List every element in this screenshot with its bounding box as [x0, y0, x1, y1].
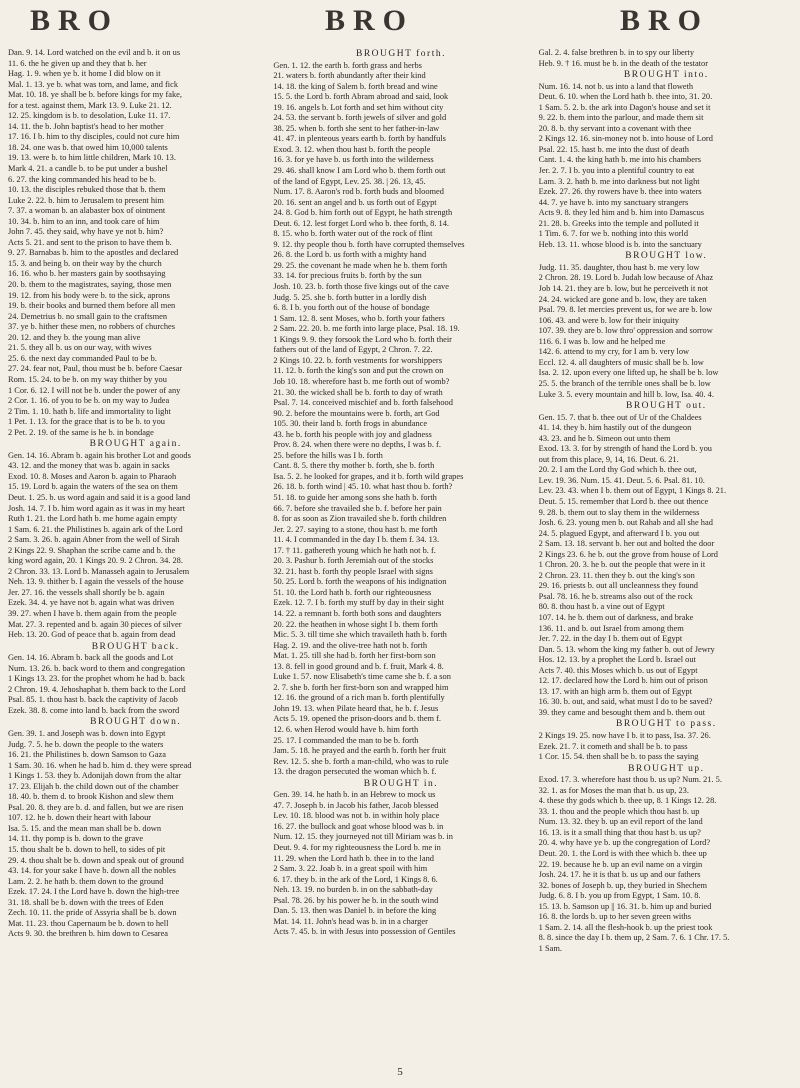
concordance-entry: Job 10. 18. wherefore hast b. me forth out of womb?: [273, 376, 450, 386]
concordance-entry: 2. 7. she b. forth her first-born son and wrapped him: [273, 682, 449, 692]
running-header: [0, 0, 800, 40]
concordance-entry: 2 Cor. 1. 16. of you to be b. on my way to Judea: [8, 396, 170, 406]
concordance-entry: Exod. 13. 3. for by strength of hand the Lord b. you: [538, 444, 712, 454]
concordance-entry: of the land of Egypt, Lev. 25. 38. | 26. 13, 45.: [273, 176, 426, 186]
section-heading: BROUGHT up.: [628, 763, 705, 774]
concordance-entry: 12. 16. the ground of a rich man b. forth plentifully: [273, 693, 445, 703]
concordance-entry: 107. 39. they are b. low thro' oppression and sorrow: [538, 326, 713, 336]
concordance-entry: Exod. 17. 3. wherefore hast thou b. us up? Num. 21. 5.: [538, 775, 722, 785]
concordance-entry: Josh. 14. 7. I b. him word again as it was in my heart: [8, 503, 186, 513]
concordance-entry: 11. 4. I commanded in the day I b. them f. 34. 13.: [273, 535, 440, 545]
concordance-entry: 20. 2. I am the Lord thy God which b. thee out,: [538, 465, 697, 475]
concordance-entry: 20. 12. and they b. the young man alive: [8, 332, 141, 342]
concordance-entry: 66. 7. before she travailed she b. f. before her pain: [273, 503, 442, 513]
concordance-entry: Lev. 23. 43. when I b. them out of Egypt, 1 Kings 8. 21.: [538, 486, 727, 496]
concordance-entry: Psal. 78. 26. by his power he b. in the south wind: [273, 895, 439, 905]
concordance-entry: 11. 6. the he given up and they that b. her: [8, 58, 147, 68]
concordance-entry: Luke 1. 57. now Elisabeth's time came she b. f. a son: [273, 672, 451, 682]
concordance-entry: 14. 11. the b. John baptist's head to her mother: [8, 121, 164, 131]
concordance-entry: Lam. 3. 2. hath b. me into darkness but not light: [538, 176, 700, 186]
concordance-entry: Ruth 1. 21. the Lord hath b. me home again empty: [8, 514, 178, 524]
concordance-entry: 4. these thy gods which b. thee up, 8. 1 Kings 12. 28.: [538, 796, 717, 806]
concordance-entry: Mat. 10. 18. ye shall be b. before kings for my fake,: [8, 90, 182, 100]
concordance-entry: Jer. 7. 22. in the day I b. them out of Egypt: [538, 634, 683, 644]
header-center: BRO: [325, 4, 415, 37]
concordance-entry: Neh. 13. 19. no burden b. in on the sabbath-day: [273, 885, 433, 895]
concordance-entry: 19. 13. were b. to him little children, Mark 10. 13.: [8, 153, 176, 163]
concordance-entry: fathers out of the land of Egypt, 2 Chron. 7. 22.: [273, 345, 433, 355]
concordance-entry: Acts 5. 19. opened the prison-doors and b. them f.: [273, 714, 442, 724]
concordance-entry: 17. 16. I b. him to thy disciples, could not cure him: [8, 132, 180, 142]
concordance-entry: 39. they came and besought them and b. them out: [538, 707, 705, 717]
concordance-entry: Mat. 11. 23. thou Capernaum be b. down to hell: [8, 918, 169, 928]
concordance-entry: 43. 23. and he b. Simeon out unto them: [538, 433, 671, 443]
concordance-entry: 15. 19. Lord b. again the waters of the sea on them: [8, 482, 178, 492]
concordance-entry: 14. 18. the king of Salem b. forth bread and wine: [273, 81, 438, 91]
concordance-entry: Mat. 27. 3. repented and b. again 30 pieces of silver: [8, 619, 182, 629]
concordance-entry: Judg. 5. 25. she b. forth butter in a lordly dish: [273, 292, 427, 302]
concordance-entry: Cant. 8. 5. there thy mother b. forth, she b. forth: [273, 461, 435, 471]
concordance-entry: 1 Kings 1. 53. they b. Adonijah down from the altar: [8, 771, 182, 781]
concordance-entry: 17. 23. Elijah b. the child down out of the chamber: [8, 781, 179, 791]
concordance-entry: Mat. 1. 25. till she had b. forth her first-born son: [273, 651, 436, 661]
concordance-entry: Psal. 78. 16. he b. streams also out of the rock: [538, 591, 693, 601]
concordance-entry: 116. 6. I was b. low and he helped me: [538, 336, 666, 346]
concordance-entry: 1 Sam. 2. 14. all the flesh-hook b. up the priest took: [538, 922, 713, 932]
concordance-entry: 50. 25. Lord b. forth the weapons of his indignation: [273, 577, 447, 587]
concordance-entry: 19. b. their books and burned them before all men: [8, 301, 176, 311]
concordance-entry: Hag. 2. 19. and the olive-tree hath not b. forth: [273, 640, 428, 650]
concordance-entry: 1 Sam. 5. 2. b. the ark into Dagon's house and set it: [538, 102, 711, 112]
section-heading: BROUGHT to pass.: [616, 719, 717, 730]
concordance-entry: 2 Kings 12. 16. sin-money not b. into house of Lord: [538, 134, 713, 144]
concordance-entry: 51. 18. to guide her among sons she hath b. forth: [273, 492, 437, 502]
concordance-body: [8, 48, 794, 1062]
concordance-entry: 2 Pet. 2. 19. of the same is he b. in bondage: [8, 427, 154, 437]
concordance-entry: Psal. 7. 14. conceived mischief and b. forth falsehood: [273, 398, 453, 408]
concordance-entry: 10. 34. b. him to an inn, and took care of him: [8, 216, 160, 226]
concordance-entry: 6. 8. I b. you forth out of the house of bondage: [273, 303, 430, 313]
concordance-entry: 21. 28. b. Greeks into the temple and polluted it: [538, 218, 699, 228]
section-heading: BROUGHT in.: [363, 778, 439, 789]
concordance-entry: 16. 8. the lords b. up to her seven green withs: [538, 912, 692, 922]
concordance-entry: 20. 22. the heathen in whose sight I b. them forth: [273, 619, 438, 629]
concordance-entry: Mal. 1. 13. ye b. what was torn, and lame, and fick: [8, 79, 179, 89]
concordance-entry: Jer. 2. 27. saying to a stone, thou hast b. me forth: [273, 524, 438, 534]
concordance-entry: 9. 12. thy people thou b. forth have corrupted themselves: [273, 239, 465, 249]
concordance-entry: 2 Chron. 23. 11. then they b. out the king's son: [538, 570, 695, 580]
concordance-entry: 16. 13. is it a small thing that thou hast b. us up?: [538, 827, 701, 837]
concordance-entry: 2 Sam. 3. 26. b. again Abner from the well of Sirah: [8, 535, 180, 545]
concordance-entry: 26. 18. b. forth wind | 45. 10. what hast thou b. forth?: [273, 482, 453, 492]
concordance-entry: Ezek. 21. 7. it cometh and shall be b. to pass: [538, 741, 688, 751]
concordance-entry: Isa. 2. 12. upon every one lifted up, he shall be b. low: [538, 368, 719, 378]
section-heading: BROUGHT back.: [91, 641, 180, 652]
concordance-entry: 8. 8. since the day I b. them up, 2 Sam. 7. 6. 1 Chr. 17. 5.: [538, 933, 730, 943]
concordance-entry: 2 Chron. 19. 4. Jehoshaphat b. them back to the Lord: [8, 684, 186, 694]
concordance-entry: 43. 14. for your sake I have b. down all the nobles: [8, 866, 176, 876]
concordance-entry: Jer. 2. 7. I b. you into a plentiful country to eat: [538, 166, 695, 176]
concordance-entry: 14. 22. a remnant b. forth both sons and daughters: [273, 608, 442, 618]
concordance-entry: Isa. 5. 2. he looked for grapes, and it b. forth wild grapes: [273, 471, 464, 481]
concordance-entry: 16. 16. who b. her masters gain by soothsaying: [8, 269, 166, 279]
concordance-entry: Mat. 14. 11. John's head was b. in in a charger: [273, 916, 428, 926]
concordance-entry: 107. 14. he b. them out of darkness, and brake: [538, 612, 694, 622]
concordance-entry: 19. 12. from his body were b. to the sick, aprons: [8, 290, 170, 300]
concordance-entry: 11. 12. b. forth the king's son and put the crown on: [273, 366, 444, 376]
concordance-entry: 20. 3. Pashur b. forth Jeremiah out of the stocks: [273, 556, 434, 566]
concordance-entry: 24. 8. God b. him forth out of Egypt, he hath strength: [273, 208, 453, 218]
concordance-entry: 13. 17. with an high arm b. them out of Egypt: [538, 686, 692, 696]
concordance-entry: Gen. 14. 16. Abram b. back all the goods and Lot: [8, 653, 174, 663]
concordance-entry: 1 Cor. 15. 54. then shall be b. to pass the saying: [538, 752, 699, 762]
concordance-entry: Dan. 9. 14. Lord watched on the evil and b. it on us: [8, 48, 181, 57]
concordance-entry: Psal. 22. 15. hast b. me into the dust of death: [538, 144, 689, 154]
concordance-entry: 9. 28. b. them out to slay them in the wilderness: [538, 507, 700, 517]
concordance-entry: Ezek. 27. 26. thy rowers have b. thee into waters: [538, 187, 702, 197]
concordance-entry: 24. 5. plagued Egypt, and afterward I b. you out: [538, 528, 700, 538]
concordance-entry: 9. 22. b. them into the parlour, and made them sit: [538, 113, 704, 123]
concordance-entry: Neh. 13. 9. thither b. I again the vessels of the house: [8, 577, 184, 587]
concordance-entry: 21. 30. the wicked shall be b. forth to day of wrath: [273, 387, 443, 397]
concordance-entry: Ezek. 12. 7. I b. forth my stuff by day in their sight: [273, 598, 444, 608]
section-heading: BROUGHT forth.: [356, 49, 446, 59]
concordance-entry: 136. 11. and b. out Israel from among them: [538, 623, 684, 633]
section-heading: BROUGHT low.: [625, 251, 708, 262]
concordance-entry: 13. 8. fell in good ground and b. f. fruit, Mark 4. 8.: [273, 661, 444, 671]
concordance-entry: Acts 9. 8. they led him and b. him into Damascus: [538, 208, 705, 218]
concordance-entry: Deut. 1. 25. b. us word again and said it is a good land: [8, 492, 191, 502]
concordance-entry: 19. 16. angels b. Lot forth and set him without city: [273, 102, 444, 112]
concordance-entry: John 19. 13. when Pilate heard that, he b. f. Jesus: [273, 703, 439, 713]
concordance-entry: Gen. 15. 7. that b. thee out of Ur of the Chaldees: [538, 412, 702, 422]
concordance-entry: for a test. against them, Mark 13. 9. Luke 21. 12.: [8, 100, 172, 110]
concordance-entry: 12. 6. when Herod would have b. him forth: [273, 725, 419, 734]
concordance-entry: 1 Tim. 6. 7. for we b. nothing into this world: [538, 229, 689, 239]
concordance-entry: 18. 40. b. them d. to brook Kishon and slew them: [8, 792, 174, 802]
concordance-entry: Gen. 39. 1. and Joseph was b. down into Egypt: [8, 729, 166, 738]
concordance-entry: Cant. 1. 4. the king hath b. me into his chambers: [538, 155, 702, 165]
concordance-entry: 14. 11. thy pomp is b. down to the grave: [8, 834, 144, 844]
concordance-entry: Num. 13. 26. b. back word to them and congregation: [8, 663, 185, 673]
section-heading: BROUGHT out.: [626, 401, 707, 412]
concordance-entry: 17. † 11. gathereth young which he hath not b. f.: [273, 545, 436, 555]
concordance-entry: Prov. 8. 24. when there were no depths, I was b. f.: [273, 440, 441, 450]
concordance-entry: Lam. 2. 2. he hath b. them down to the ground: [8, 876, 164, 886]
column-left: [8, 48, 263, 1062]
concordance-entry: 2 Sam. 13. 18. servant b. her out and bolted the door: [538, 539, 715, 549]
concordance-entry: 21. 5. they all b. us on our way, with wives: [8, 343, 152, 353]
concordance-entry: Mic. 5. 3. till time she which travaileth hath b. forth: [273, 630, 447, 640]
concordance-entry: John 7. 45. they said, why have ye not b. him?: [8, 227, 164, 237]
concordance-entry: Job 14. 21. they are b. low, but he perceiveth it not: [538, 284, 709, 294]
concordance-entry: Jer. 27. 16. the vessels shall shortly be b. again: [8, 587, 165, 597]
concordance-entry: Hag. 1. 9. when ye b. it home I did blow on it: [8, 69, 161, 79]
concordance-entry: Exod. 3. 12. when thou hast b. forth the people: [273, 144, 431, 154]
concordance-entry: Zech. 10. 11. the pride of Assyria shall be b. down: [8, 908, 177, 918]
concordance-entry: 39. 27. when I have b. them again from the people: [8, 608, 177, 618]
concordance-entry: Ezek. 17. 24. I the Lord have b. down the high-tree: [8, 887, 180, 897]
column-middle: [273, 48, 528, 1062]
column-right: [539, 48, 794, 1062]
section-heading: BROUGHT into.: [623, 70, 709, 81]
concordance-entry: 16. 27. the bullock and goat whose blood was b. in: [273, 821, 444, 831]
concordance-entry: Dan. 5. 13. then was Daniel b. in before the king: [273, 906, 437, 916]
concordance-entry: 1 Kings 9. 9. they forsook the Lord who b. forth their: [273, 334, 452, 344]
concordance-entry: 2 Kings 23. 6. he b. out the grove from house of Lord: [538, 549, 718, 559]
concordance-entry: 29. 46. shall know I am Lord who b. them forth out: [273, 166, 446, 176]
concordance-entry: Rev. 12. 5. she b. forth a man-child, who was to rule: [273, 756, 449, 766]
section-heading: BROUGHT down.: [90, 717, 182, 728]
concordance-entry: 6. 27. the king commanded his head to be b.: [8, 174, 156, 184]
concordance-entry: Gen. 1. 12. the earth b. forth grass and herbs: [273, 60, 422, 70]
concordance-entry: 20. 4. why have ye b. up the congregation of Lord?: [538, 838, 711, 848]
concordance-entry: 29. 4. thou shalt be b. down and speak out of ground: [8, 855, 184, 865]
section-heading: BROUGHT again.: [89, 439, 182, 450]
concordance-entry: 38. 25. when b. forth she sent to her father-in-law: [273, 123, 440, 133]
concordance-entry: 22. 19. because he b. up an evil name on a virgin: [538, 859, 703, 869]
concordance-entry: Acts 7. 45. b. in with Jesus into possession of Gentiles: [273, 927, 456, 937]
concordance-entry: 25. 6. the next day commanded Paul to be b.: [8, 353, 157, 363]
concordance-entry: Mark 4. 21. a candle b. to be put under a bushel: [8, 164, 168, 174]
concordance-entry: Deut. 5. 15. remember that Lord b. thee out thence: [538, 496, 709, 506]
concordance-entry: Deut. 6. 12. lest forget Lord who b. thee forth, 8. 14.: [273, 218, 450, 228]
concordance-entry: Gen. 14. 16. Abram b. again his brother Lot and goods: [8, 450, 191, 460]
concordance-entry: Exod. 10. 8. Moses and Aaron b. again to Pharaoh: [8, 471, 177, 481]
concordance-entry: 21. waters b. forth abundantly after their kind: [273, 71, 426, 81]
concordance-entry: Josh. 24. 17. he it is that b. us up and our fathers: [538, 870, 701, 880]
concordance-entry: Ezek. 38. 8. come into land b. back from the sword: [8, 705, 180, 715]
concordance-entry: 6. 17. they b. in the ark of the Lord, 1 Kings 8. 6.: [273, 874, 438, 884]
concordance-entry: 142. 6. attend to my cry, for I am b. very low: [538, 347, 690, 357]
concordance-entry: Luke 3. 5. every mountain and hill b. low, Isa. 40. 4.: [538, 389, 714, 399]
header-right: BRO: [620, 4, 710, 37]
concordance-entry: Heb. 9. † 16. must be b. in the death of the testator: [538, 58, 708, 68]
concordance-entry: 1 Sam. 12. 8. sent Moses, who b. forth your fathers: [273, 313, 445, 323]
concordance-entry: 1 Kings 13. 23. for the prophet whom he had b. back: [8, 674, 185, 684]
concordance-entry: Judg. 11. 35. daughter, thou hast b. me very low: [538, 262, 700, 272]
concordance-entry: Psal. 79. 8. let mercies prevent us, for we are b. low: [538, 305, 713, 315]
concordance-entry: Num. 17. 8. Aaron's rod b. forth buds and bloomed: [273, 187, 444, 197]
concordance-entry: 2 Chron. 33. 13. Lord b. Manasseh again to Jerusalem: [8, 566, 190, 576]
concordance-entry: 1 Sam.: [538, 943, 562, 953]
concordance-entry: Ezek. 34. 4. ye have not b. again what was driven: [8, 598, 175, 608]
concordance-entry: 41. 47. in plenteous years earth b. forth by handfuls: [273, 134, 446, 144]
concordance-entry: Jam. 5. 18. he prayed and the earth b. forth her fruit: [273, 746, 447, 756]
concordance-entry: 2 Kings 10. 22. b. forth vestments for worshippers: [273, 355, 442, 365]
concordance-entry: 20. 8. b. thy servant into a covenant with thee: [538, 123, 692, 133]
concordance-entry: 105. 30. their land b. forth frogs in abundance: [273, 419, 428, 429]
concordance-entry: Rom. 15. 24. to be b. on my way thither by you: [8, 374, 167, 384]
concordance-entry: Isa. 5. 15. and the mean man shall be b. down: [8, 823, 162, 833]
concordance-entry: 20. b. them to the magistrates, saying, those men: [8, 280, 172, 290]
concordance-entry: 26. 8. the Lord b. us forth with a mighty hand: [273, 250, 427, 260]
concordance-entry: Heb. 13. 11. whose blood is b. into the sanctuary: [538, 239, 702, 249]
concordance-entry: 24. 24. wicked are gone and b. low, they are taken: [538, 294, 707, 304]
concordance-entry: Eccl. 12. 4. all daughters of music shall be b. low: [538, 357, 704, 367]
concordance-entry: 1 Sam. 30. 16. when he had b. him d. they were spread: [8, 760, 192, 770]
page-number: 5: [397, 1066, 403, 1078]
concordance-entry: Gal. 2. 4. false brethren b. in to spy our liberty: [538, 48, 695, 57]
concordance-entry: 11. 29. when the Lord hath b. thee in to the land: [273, 853, 434, 863]
concordance-entry: 37. ye b. hither these men, no robbers of churches: [8, 322, 175, 332]
concordance-entry: 24. Demetrius b. no small gain to the craftsmen: [8, 311, 168, 321]
concordance-entry: 47. 7. Joseph b. in Jacob his father, Jacob blessed: [273, 800, 439, 810]
concordance-entry: 1 Chron. 20. 3. he b. out the people that were in it: [538, 560, 706, 570]
concordance-entry: 32. 21. hast b. forth thy people Israel with signs: [273, 566, 433, 576]
concordance-entry: Psal. 85. 1. thou hast b. back the captivity of Jacob: [8, 695, 178, 705]
concordance-entry: 2 Kings 22. 9. Shaphan the scribe came and b. the: [8, 545, 176, 555]
concordance-entry: 1 Pet. 1. 13. for the grace that is to be b. to you: [8, 417, 165, 427]
concordance-entry: 31. 18. shall be b. down with the trees of Eden: [8, 897, 164, 907]
concordance-entry: 107. 12. he b. down their heart with labour: [8, 813, 152, 823]
concordance-entry: 7. 37. a woman b. an alabaster box of ointment: [8, 206, 166, 216]
concordance-entry: 15. 3. and being b. on their way by the church: [8, 258, 162, 268]
concordance-entry: 12. 25. kingdom is b. to desolation, Luke 11. 17.: [8, 111, 171, 121]
concordance-entry: 12. 17. declared how the Lord b. him out of prison: [538, 676, 708, 686]
concordance-entry: out from this place, 9, 14, 16. Deut. 6. 21.: [538, 454, 679, 464]
concordance-entry: 2 Kings 19. 25. now have I b. it to pass, Isa. 37. 26.: [538, 731, 711, 740]
concordance-entry: Deut. 6. 10. when the Lord hath b. thee into, 31. 20.: [538, 92, 713, 102]
concordance-entry: 80. 8. thou hast b. a vine out of Egypt: [538, 602, 665, 612]
concordance-entry: Lev. 19. 36. Num. 15. 41. Deut. 5. 6. Psal. 81. 10.: [538, 475, 705, 485]
concordance-entry: 25. 17. I commanded the man to be b. forth: [273, 735, 419, 745]
concordance-entry: 24. 53. the servant b. forth jewels of silver and gold: [273, 113, 447, 123]
concordance-entry: Deut. 9. 4. for my righteousness the Lord b. me in: [273, 843, 441, 853]
concordance-entry: 2 Tim. 1. 10. hath b. life and immortality to light: [8, 406, 171, 416]
concordance-entry: 25. before the hills was I b. forth: [273, 450, 383, 460]
concordance-entry: 15. 5. the Lord b. forth Abram abroad and said, look: [273, 92, 449, 102]
concordance-entry: 2 Sam. 22. 20. b. me forth into large place, Psal. 18. 19.: [273, 324, 460, 334]
concordance-entry: 41. 14. they b. him hastily out of the dungeon: [538, 423, 692, 433]
concordance-entry: 1 Cor. 6. 12. I will not be b. under the power of any: [8, 385, 181, 395]
concordance-entry: 2 Sam. 3. 22. Joab b. in a great spoil with him: [273, 864, 428, 874]
concordance-entry: 106. 43. and were b. low for their iniquity: [538, 315, 679, 325]
concordance-entry: 90. 2. before the mountains were b. forth, art God: [273, 408, 440, 418]
concordance-entry: Acts 9. 30. the brethren b. him down to Cesarea: [8, 929, 169, 939]
concordance-entry: 44. 7. ye have b. into my sanctuary strangers: [538, 197, 689, 207]
concordance-entry: king word again, 20. 1 Kings 20. 9. 2 Chron. 34. 28.: [8, 556, 183, 566]
concordance-entry: 15. thou shalt be b. down to hell, to sides of pit: [8, 845, 166, 855]
concordance-entry: Acts 7. 40. this Moses which b. us out of Egypt: [538, 665, 698, 675]
concordance-entry: Deut. 20. 1. the Lord is with thee which b. thee up: [538, 849, 707, 859]
concordance-entry: 33. 1. thou and the people which thou hast b. up: [538, 806, 700, 816]
concordance-entry: 18. 24. one was b. that owed him 10,000 talents: [8, 142, 168, 152]
concordance-entry: 16. 30. b. out, and said, what must I do to be saved?: [538, 697, 713, 707]
concordance-entry: 32. bones of Joseph b. up, they buried in Shechem: [538, 880, 708, 890]
concordance-entry: Josh. 10. 23. b. forth those five kings out of the cave: [273, 282, 449, 292]
concordance-entry: Lev. 10. 18. blood was not b. in within holy place: [273, 811, 440, 821]
concordance-entry: 2 Chron. 28. 19. Lord b. Judah low because of Ahaz: [538, 273, 714, 283]
concordance-entry: 43. 12. and the money that was b. again in sacks: [8, 461, 170, 471]
concordance-entry: 16. 3. for ye have b. us forth into the wilderness: [273, 155, 434, 165]
concordance-entry: 29. 16. priests b. out all uncleanness they found: [538, 581, 698, 591]
concordance-entry: 20. 16. sent an angel and b. us forth out of Egypt: [273, 197, 437, 207]
concordance-entry: 27. 24. fear not, Paul, thou must be b. before Caesar: [8, 364, 183, 374]
concordance-entry: Judg. 6. 8. I b. you up from Egypt, 1 Sam. 10. 8.: [538, 891, 701, 901]
concordance-entry: 15. 13. b. Samson up || 16. 31. b. him up and buried: [538, 901, 712, 911]
concordance-entry: Num. 13. 32. they b. up an evil report of the land: [538, 817, 703, 827]
concordance-entry: Psal. 20. 8. they are b. d. and fallen, but we are risen: [8, 802, 184, 812]
concordance-entry: 1 Sam. 6. 21. the Philistines b. again ark of the Lord: [8, 524, 183, 534]
concordance-entry: Judg. 7. 5. he b. down the people to the waters: [8, 739, 164, 749]
concordance-entry: 33. 14. for precious fruits b. forth by the sun: [273, 271, 422, 281]
concordance-entry: 29. 25. the covenant he made when he b. them forth: [273, 260, 448, 270]
concordance-entry: 9. 27. Barnabas b. him to the apostles and declared: [8, 248, 179, 258]
concordance-entry: 8. 15. who b. forth water out of the rock of flint: [273, 229, 433, 239]
concordance-entry: Num. 12. 15. they journeyed not till Miriam was b. in: [273, 832, 453, 842]
concordance-entry: Luke 2. 22. b. him to Jerusalem to present him: [8, 195, 164, 205]
concordance-entry: Heb. 13. 20. God of peace that b. again from dead: [8, 630, 176, 640]
concordance-entry: 32. 1. as for Moses the man that b. us up, 23.: [538, 785, 689, 795]
concordance-entry: Acts 5. 21. and sent to the prison to have them b.: [8, 237, 172, 247]
concordance-entry: 10. 13. the disciples rebuked those that b. them: [8, 185, 166, 195]
concordance-entry: Josh. 6. 23. young men b. out Rahab and all she had: [538, 518, 713, 528]
concordance-entry: 16. 21. the Philistines b. down Samson to Gaza: [8, 750, 166, 760]
concordance-entry: Num. 16. 14. not b. us into a land that floweth: [538, 81, 694, 91]
concordance-entry: Hos. 12. 13. by a prophet the Lord b. Israel out: [538, 655, 696, 665]
concordance-entry: 8. for as soon as Zion travailed she b. forth children: [273, 514, 447, 524]
header-left: BRO: [30, 4, 120, 37]
concordance-entry: Gen. 39. 14. he hath b. in an Hebrew to mock us: [273, 790, 436, 800]
concordance-entry: Dan. 5. 13. whom the king my father b. out of Jewry: [538, 644, 715, 654]
concordance-entry: 43. he b. forth his people with joy and gladness: [273, 429, 432, 439]
concordance-entry: 13. the dragon persecuted the woman which b. f.: [273, 767, 437, 777]
concordance-entry: 25. 5. the branch of the terrible ones shall be b. low: [538, 378, 711, 388]
concordance-entry: 51. 10. the Lord hath b. forth our righteousness: [273, 587, 432, 597]
